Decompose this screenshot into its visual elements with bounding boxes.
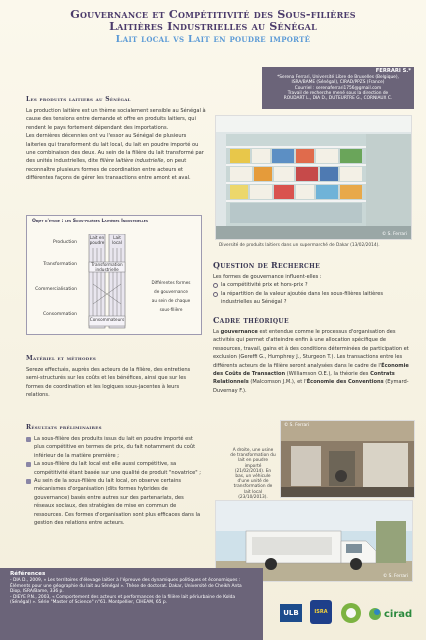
cadre-t2: est entendue comme le processus d'organisation des activités qui permet d'atteindre enfin à une allocation spécifique de ressources, travail, gains et à des conditions déterminées de participation et exclusion (Gereffi G., Humphrey J., Sturgeon T.). Les transactions entre les différents acteurs de la filière seront analysées dans le cadre de l' — [213, 329, 409, 369]
references-title: Références — [10, 571, 46, 577]
produits-para2-a: Les dernières décennies ont vu l'essor au Sénégal de plusieurs laiteries qui transforment du lait local, du lait en poudre importé ou une combinaison des deux. Au sein de la filière du lait transformé par des unités industrielles, dite — [26, 133, 204, 165]
cadre-t3: (Williamson O.E.), la théorie des — [285, 371, 371, 378]
author-email: Courriel : serenaferrari1756@gmail.com — [294, 85, 382, 91]
bullet-square-icon — [26, 462, 31, 467]
cadre-t1: La — [213, 329, 221, 335]
methods-heading: Matériel et méthodes — [26, 355, 97, 362]
cadre-t4: (Malcomson J.M.), et l' — [248, 379, 307, 386]
question-item — [213, 290, 413, 307]
poster-title-line2: Laitières Industrielles au Sénégal — [109, 19, 317, 33]
photo2-credit-top: © S. Ferrari — [284, 423, 310, 428]
photo-supermarket — [215, 115, 412, 240]
cadre-term-gouvernance: gouvernance — [220, 329, 258, 335]
cirad-wordmark: cirad — [384, 608, 413, 620]
authors-box — [262, 67, 414, 109]
author-affil-2: ISRA/BAME (Sénégal), CIRAD/PPZS (France) — [291, 80, 385, 86]
level-production: Production — [53, 240, 77, 245]
study-diagram — [26, 215, 202, 335]
result-item — [26, 435, 202, 460]
question-item — [213, 281, 413, 289]
photo2-caption: A droite, une usine de transformation du lait en poudre importé (21/02/2014). En bas, un véhicule d'une unité de transformation de lait local (23/10/2013). — [230, 448, 276, 500]
cadre-text — [213, 328, 413, 395]
level-transformation: Transformation — [43, 262, 77, 267]
bullet-square-icon — [26, 479, 31, 484]
supermarket-shelves-image — [216, 116, 412, 240]
result-item — [26, 460, 202, 477]
produits-para1: La production laitière est un thème socialement sensible au Sénégal à cause des tensions entre demande et offre en produits laitiers, qui rendent le pays fortement dépendant des importations. — [26, 108, 206, 131]
author-affil-1: *Serena Ferrari, Université Libre de Bruxelles (Belgique), — [277, 75, 399, 81]
governance-note — [143, 278, 199, 314]
gov-note-4: sous-filière — [159, 307, 183, 312]
factory-interior-image — [281, 421, 415, 498]
reference-2: - DIEYE P.N., 2003, « Comportement des acteurs et performances de la filière lait périurbaine de Kolda (Sénégal) ». Série "Master of Science" n°61. Montpellier, CIHEAM, 65 p. — [10, 594, 236, 606]
cadre-heading: Cadre théorique — [213, 315, 289, 325]
section-cadre — [213, 315, 413, 395]
gov-note-3: au sein de chaque — [151, 298, 191, 303]
question-text-1: la compétitivité prix et hors-prix ? — [221, 282, 308, 289]
author-supervisors: ROUDART L., DIA D., DUTEURTRE G., CORNIAUX C. — [283, 96, 393, 102]
section-results — [26, 424, 202, 527]
result-text-1: La sous-filière des produits issus du lait en poudre importé est plus compétitive en termes de prix, du fait notamment du coût inférieur de la matière première ; — [34, 436, 196, 459]
ulb-logo: ULB — [280, 604, 302, 622]
author-name: FERRARI S.* — [375, 68, 411, 74]
level-consommation: Consommation — [43, 312, 77, 317]
question-heading: Question de Recherche — [213, 260, 320, 270]
box-transformation: Transformation industrielle — [91, 262, 123, 272]
photo1-credit: © S. Ferrari — [381, 232, 407, 237]
gov-note-1: Différentes formes — [151, 280, 191, 285]
result-text-2: La sous-filière du lait local est elle aussi compétitive, sa compétitivité étant basée sur une qualité de produit "novatrice" ; — [34, 461, 201, 476]
poster-title-line1: Gouvernance et Compétitivité des Sous-filières — [70, 7, 356, 21]
produits-para2 — [26, 132, 206, 182]
poster-subtitle: Lait local vs Lait en poudre importé — [115, 34, 311, 45]
gov-note-2: de gouvernance — [154, 289, 188, 294]
methods-text: Sereze effectués, auprès des acteurs de la filière, des entretiens semi-structurés sur les coûts et les bénéfices, ainsi que sur les formes de coordination et les logiques sous-jacentes à leurs relations. — [26, 367, 191, 399]
question-list — [213, 281, 413, 306]
section-question — [213, 260, 413, 307]
section-methods — [26, 355, 204, 400]
question-text-2: la répartition de la valeur ajoutée dans les sous-filières laitières industrielles au Sénégal ? — [221, 290, 384, 306]
cirad-symbol-icon — [368, 607, 382, 621]
level-commercialisation: Commercialisation — [35, 287, 77, 292]
photo2-credit: © S. Ferrari — [382, 574, 408, 579]
cadre-term-contrats: Contrats Relationnels — [213, 371, 395, 386]
author-supervision: Travail de recherche mené sous la direction de — [287, 90, 389, 96]
study-title: Objet d'étude : les Sous-filières Laitières Industrielles — [32, 219, 149, 224]
cadre-term-ect: Économie des Coûts de Transaction — [213, 362, 409, 378]
photo-factory — [280, 420, 415, 498]
produits-para2-em: filière laitière industrielle — [99, 158, 164, 165]
bullet-square-icon — [26, 437, 31, 442]
reference-1: - DIA D., 2009, « Les territoires d'élevage laitier à l'épreuve des dynamiques politiques et économiques : Éléments pour une géographie du lait au Sénégal ». Thèse de doctorat. Dakar, Université de Cheikh Anta Diop, ISRA/Bame, 336 p. — [10, 578, 242, 595]
bullet-circle-icon — [213, 292, 218, 297]
result-item — [26, 477, 202, 527]
section-produits — [26, 96, 206, 183]
isra-logo: ISRA — [310, 600, 332, 624]
box-consommateurs: Consommateurs — [89, 317, 125, 322]
produits-para2-c: , on peut reconnaître plusieurs formes de coordination entre acteurs et différentes façons de gérer les transactions entre amont et aval. — [26, 158, 191, 182]
poster-header — [0, 8, 426, 45]
photo1-caption: Diversité de produits laitiers dans un supermarché de Dakar (13/02/2014). — [219, 243, 380, 248]
question-intro: Les formes de gouvernance influent-elles : — [213, 274, 322, 280]
col-lait-local: Lait local — [112, 235, 122, 245]
cirad-logo — [368, 604, 418, 624]
results-heading: Résultats préliminaires — [26, 424, 102, 431]
ppzs-logo — [340, 602, 362, 624]
result-text-3: Au sein de la sous-filière du lait local, on observe certains mécanismes d'organisation (dits formes hybrides de gouvernance) basés entre autres sur des partenariats, des réseaux sociaux, des stratégies de mise en commun de ressources. Ces formes d'organisation sont plus efficaces dans la gestion des relations entre acteurs. — [34, 478, 201, 527]
bullet-circle-icon — [213, 283, 218, 288]
produits-heading: Les produits laitiers au Sénégal — [26, 96, 131, 103]
results-list — [26, 435, 202, 527]
cadre-t5: (Eymard-Duvernay F.). — [213, 379, 409, 394]
cadre-term-conventions: Économie des Conventions — [306, 379, 384, 386]
col-lait-poudre: Lait en poudre — [89, 235, 105, 245]
references-box — [0, 568, 263, 640]
